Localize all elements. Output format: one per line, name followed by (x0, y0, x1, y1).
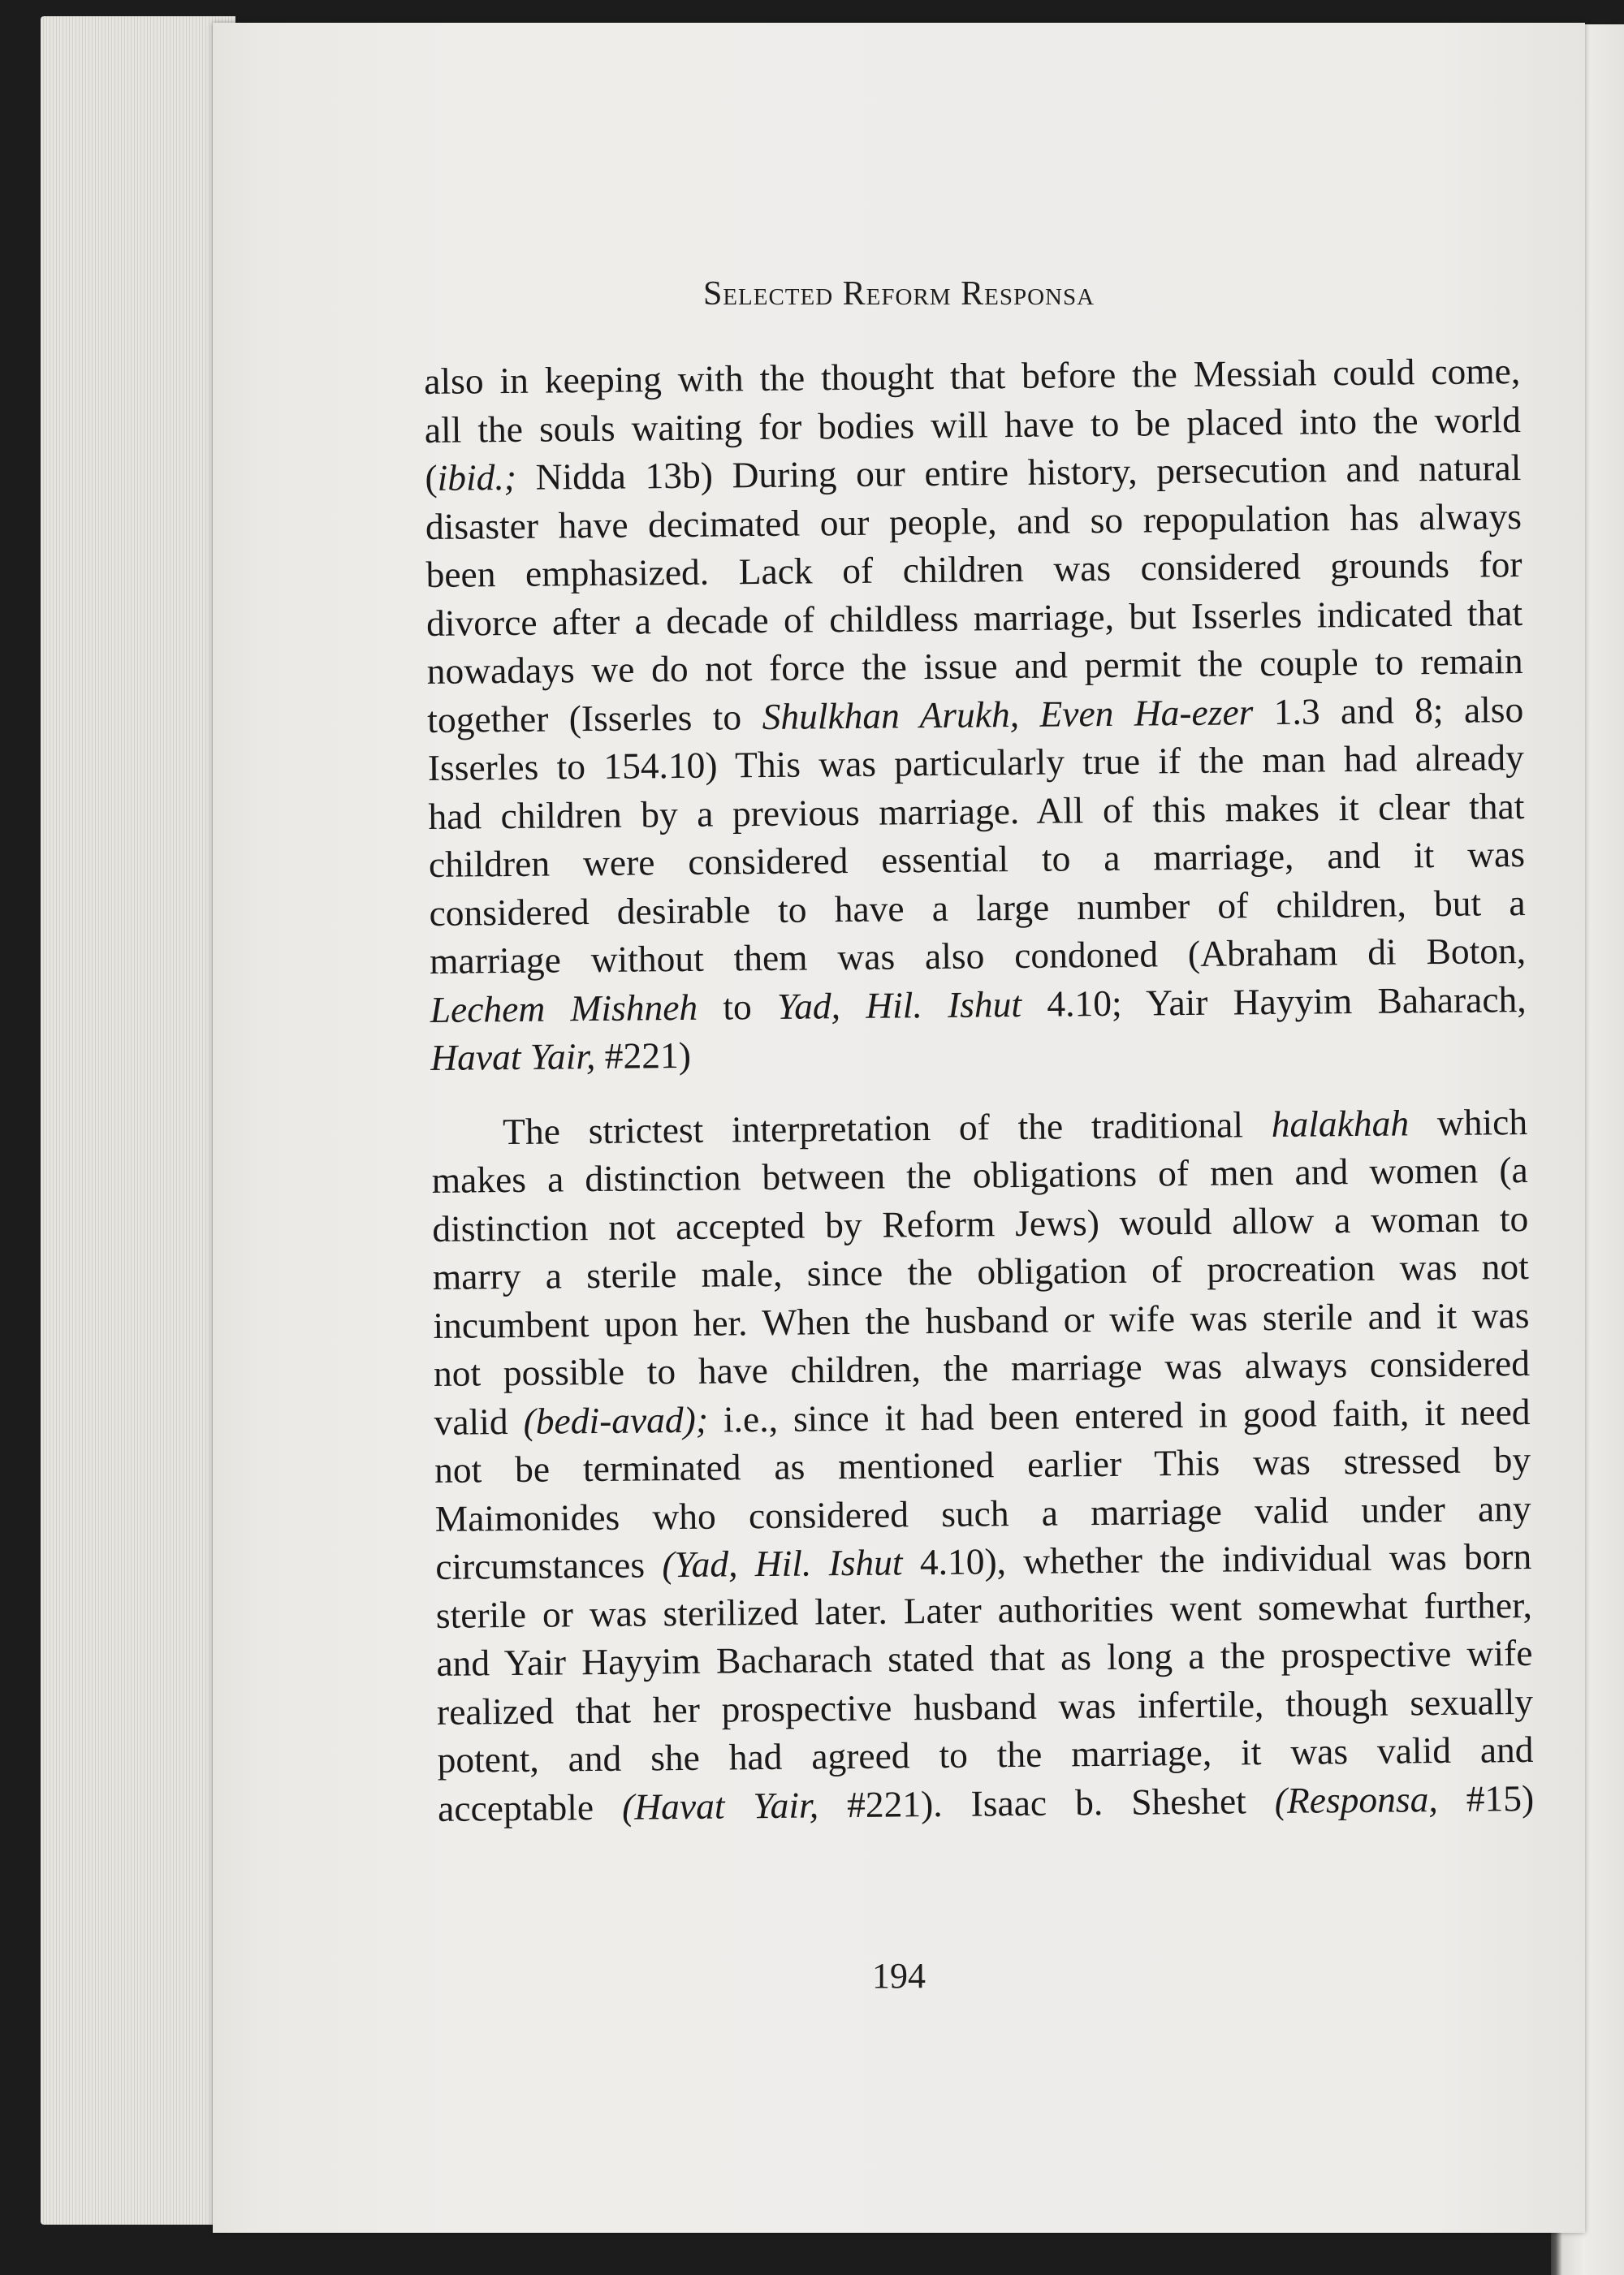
text-line: children were considered essential to a marriage, and it was (428, 833, 1526, 885)
paragraph-2 (431, 1097, 1535, 1832)
text-line: potent, and she had agreed to the marriage, it was valid and (437, 1728, 1534, 1781)
text-line: disaster have decimated our people, and so repopulation has always (425, 494, 1522, 547)
paragraph-1 (424, 347, 1527, 1081)
text-line: not be terminated as mentioned earlier This was stressed by (434, 1438, 1531, 1491)
text-line: (ibid.; Nidda 13b) During our entire history, persecution and natural (425, 447, 1522, 499)
text-line: marriage without them was also condoned (Abraham di Boton, (429, 930, 1527, 982)
text-line: nowadays we do not force the issue and permit the couple to remain (426, 640, 1523, 692)
italic-citation: (bedi-avad); (523, 1398, 709, 1442)
book-page-edges (41, 16, 235, 2225)
text-line: Maimonides who considered such a marriage valid under any (434, 1487, 1531, 1539)
text-line: Havat Yair, #221) (430, 1034, 692, 1078)
text-line: divorce after a decade of childless marriage, but Isserles indicated that (425, 591, 1523, 644)
text-line: together (Isserles to Shulkhan Arukh, Even Ha-ezer 1.3 and 8; also (427, 688, 1524, 740)
page-number: 194 (872, 1956, 926, 1996)
text-line: sterile or was sterilized later. Later authorities went somewhat further, (435, 1583, 1533, 1636)
text-line: all the souls waiting for bodies will have to be placed into the world (424, 398, 1522, 451)
text-line: valid (bedi-avad); i.e., since it had been entered in good faith, it need (434, 1390, 1531, 1443)
text-line: not possible to have children, the marriage was always considered (433, 1341, 1531, 1394)
text-line: considered desirable to have a large number of children, but a (429, 881, 1526, 934)
text-line: marry a sterile male, since the obligation of procreation was not (432, 1245, 1530, 1297)
italic-citation: Shulkhan Arukh, Even Ha-ezer (762, 690, 1254, 737)
text-line: realized that her prospective husband was infertile, though sexually (436, 1680, 1534, 1733)
text-line: Lechem Mishneh to Yad, Hil. Ishut 4.10; Yair Hayyim Baharach, (430, 978, 1527, 1030)
text-line: had children by a previous marriage. All of this makes it clear that (428, 784, 1525, 837)
running-head: Selected Reform Responsa (702, 275, 1095, 313)
book-page (213, 23, 1585, 2233)
body-text (424, 347, 1534, 1833)
text-line: circumstances (Yad, Hil. Ishut 4.10), whether the individual was born (435, 1535, 1532, 1587)
text-line: The strictest interpretation of the traditional halakhah which (502, 1100, 1528, 1152)
text-line: distinction not accepted by Reform Jews) would allow a woman to (432, 1197, 1529, 1250)
text-line: been emphasized. Lack of children was considered grounds for (425, 543, 1522, 595)
text-line: and Yair Hayyim Bacharach stated that as long a the prospective wife (436, 1631, 1533, 1684)
italic-citation: ibid.; (437, 455, 517, 499)
italic-citation: (Responsa, (1274, 1777, 1438, 1821)
text-line: acceptable (Havat Yair, #221). Isaac b. Sheshet (Responsa, #15) (437, 1776, 1535, 1829)
text-line: also in keeping with the thought that before the Messiah could come, (424, 350, 1521, 402)
italic-citation: halakhah (1271, 1101, 1410, 1145)
italic-citation: Lechem Mishneh (430, 986, 698, 1030)
text-line: makes a distinction between the obligations of men and women (a (431, 1148, 1528, 1201)
italic-citation: (Havat Yair, (621, 1783, 819, 1828)
italic-citation: (Yad, Hil. Ishut (662, 1541, 903, 1586)
italic-citation: Havat Yair, (430, 1035, 596, 1078)
italic-citation: Yad, Hil. Ishut (776, 982, 1022, 1027)
text-line: incumbent upon her. When the husband or wife was sterile and it was (433, 1293, 1530, 1346)
text-line: Isserles to 154.10) This was particularly true if the man had already (427, 736, 1525, 788)
